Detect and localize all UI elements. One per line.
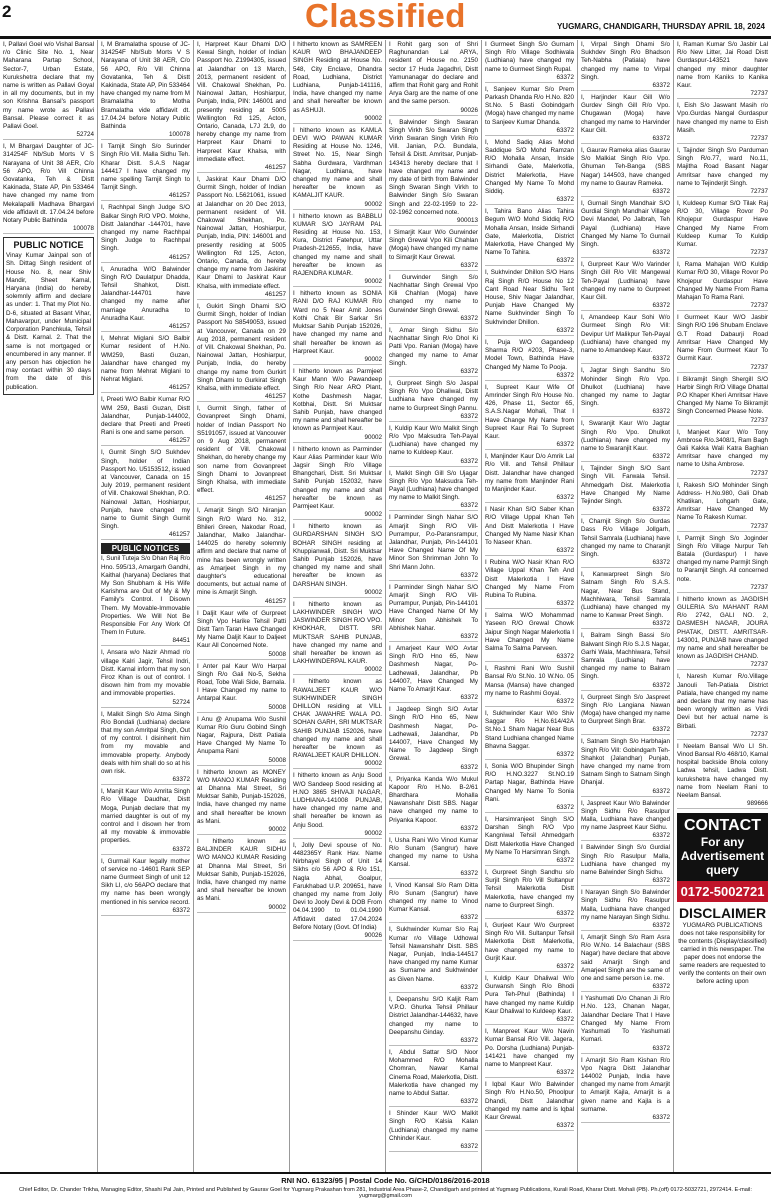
ad-reference-number: 72737: [677, 470, 768, 479]
disclaimer-text: YUGMARG PUBLICATIONS does not take responsibility for the contents (Display/classified) carried in this newspaper. The paper does not endorse the same readers are requested to verify the contents on their own before acting upon: [678, 922, 767, 986]
ad-reference-number: 461257: [101, 384, 190, 393]
classified-ad: I, Jolly Devi spouse of No. 4482365Y Rank Hav. Name Nirbhayel Singh of Unit 14 Sikhs c/o 56 APO & R/o 151, Nagla Abhal, Goalpur, Farukhabad U.P. 209651, have changed my name from Jolly Devi to Jooly Devi & DOB From 04.04.1990 to 01.04.1990 Affidavit dated 17.04.2024 Before Notary (Govt. Of India): [293, 841, 382, 931]
classified-ad: I hitherto known as MONEY W/O MANOJ KUMAR Residing at Dhanna Mal Street, Sri Muktsar Sahib, Punjab-152026, India, have changed my name and shall hereafter be known as Mani.: [197, 768, 286, 825]
column-3: [194, 40, 290, 1172]
classified-ad: I Salma W/O Mohammad Yaseen R/O Grewal Chowk Jaipur Singh Nagar Malerkotla I Have Changed My Name Salma To Salma Parveen.: [485, 612, 574, 652]
ad-reference-number: 63372: [581, 249, 670, 258]
ad-reference-number: 90002: [293, 115, 382, 124]
classified-ad: I, Sukhwinder Kaur W/o Shiv Saggar R/o H.No.614/42A St.No.1 Sham Nagar Near Bus Stand Ludhiana changed Name Bhavna Saggar.: [485, 710, 574, 750]
ad-reference-number: 63372: [389, 458, 478, 467]
ad-reference-number: 90002: [293, 666, 382, 675]
classified-ad: I, Eish S/o Jaswant Masih r/o Vpo.Gurdas Nangal Gurdaspur have changed my name to Eish Masih.: [677, 102, 768, 134]
classified-ad: I, Tajinder Singh S/o Parduman Singh R/o.77, ward No.11, Majitha Road Basant Nagar Amritsar have changed my name to Tejinderjit Singh.: [677, 147, 768, 187]
ad-reference-number: 63372: [485, 600, 574, 609]
classified-ad: I, Vinod Kansal S/o Ram Ditta R/o Sunam (Sangrur) have changed my name to Vinod Kumar Kansal.: [389, 881, 478, 914]
ad-reference-number: 90002: [293, 830, 382, 839]
ad-reference-number: 90026: [293, 932, 382, 941]
classified-ad: I hitherto known as Parminder Kaur Alias Parminder kaur W/o Jagsir Singh R/o Village Bhangchari, Distt. Sri Muktsar Sahib Punjab 152032, have changed my name and shall hereafter be known as Parmjeet Kaur.: [293, 445, 382, 510]
public-notice-box: [3, 237, 94, 394]
classified-ad: I, Jagtar Singh Sandhu S/o Mohinder Singh R/o Vpo. Dhulkot (Ludhiana) have changed my name to Jagtar Singh.: [581, 367, 670, 408]
ad-reference-number: 461257: [101, 323, 190, 332]
classified-ad: I, Balwinder Singh Swaran Singh Virkh S/o Swaran Singh Virkh Swaran Singh Virkh R/o Vill. Janian, P.O. Bundala, Tehsil & Distt. Amritsar, Punjab-143413 hereby declare that I have changed my name and my date of birth from Balwinder Singh Swaran Singh Virkh to Balwinder Singh S/o Swaran Singh and 22-02-1959 to 22-02-1962 concerned note.: [389, 118, 478, 216]
ad-reference-number: 63372: [485, 1016, 574, 1025]
classified-ad: I Simarjit Kaur W/o Gurwinder Singh Grewal Vpo Kili Chahlan (Moga) have changed my name to Simarjit Kaur Grewal.: [389, 229, 478, 261]
classified-ad: I, Pallavi Goel w/o Vishal Bansal r/o Clinic Site No. 1, Near Maharana Partap School, Sector-7, Urban Estate, Kurukshetra declare that my name is written as Pallavi Goyal in all my documents, but in my son Krishna Bansal's passport my name wrote as Pallavi Bansal. Please correct it as Pallavi Goel.: [3, 41, 94, 131]
ad-reference-number: 50008: [197, 757, 286, 766]
page-footer: [0, 1172, 771, 1202]
classified-ad: I hitherto known as JAGDISH GULERIA S/o MAHANT RAM R/o 2742, GALI NO. 2, DASMESH NAGAR, JOURA PHATAK, DISTT. AMRITSAR-143001, PUNJAB have changed my name and shall hereafter be known as JAGDISH CHAND.: [677, 595, 768, 661]
classified-ad: I Nasir Khan S/O Saber Khan R/O Village Uppal Khan Teh And Distt Malerkotla I Have Changed My Name Nasir Khan To Naseer Khan.: [485, 506, 574, 546]
classified-ad: I Gurmeet Kaur W/O Jasbir Singh R/O 196 Shubam Enclave G.T Road Dabaurji Road Amritsar Have Changed My Name From Gurmeet Kaur To Gurmit Kaur.: [677, 314, 768, 363]
ad-reference-number: 461257: [197, 598, 286, 607]
ad-reference-number: 50008: [197, 704, 286, 713]
classified-ad: I Tarnjit Singh S/o Surinder Singh R/o Vill. Malla Sidhu Teh. Kharar Distt. S.A.S Nagar 144417 I have changed my name spelling Tarnjit Singh to Tarnjit Singh.: [101, 143, 190, 192]
classified-ad: I Anu @ Anupama W/o Sushil Kumar R/o Guru Gobind Singh Nagar, Rajpura, Distt Patiala Have Changed My Name To Anupama Rani: [197, 715, 286, 756]
ad-reference-number: 90002: [293, 760, 382, 769]
classified-ad: I, Puja W/O Gagandeep Sharma R/O #203, Phase-3, Model Town, Bathinda Have Changed My Name To Pooja.: [485, 338, 574, 371]
ad-reference-number: 63372: [389, 633, 478, 642]
classified-ad: I Daljit Kaur wife of Gurpreet Singh Vpo Harike Tehsil Patti Distt Tarn Taran Have Changed My Name Daljit Kaur to Daljeet Kaur All Concerned Note.: [197, 609, 286, 650]
ad-reference-number: 63372: [581, 506, 670, 515]
ad-reference-number: 63372: [389, 1037, 478, 1046]
classified-ad: I, Charnjit Singh S/o Gurdas Dass R/o Village Jollgarh, Tehsil Samrala (Ludhiana) have changed my name to Charanjit Singh.: [581, 518, 670, 558]
classified-ad: I, Jaspreet Kaur W/o Balwinder Singh Sidhu R/o Rasulpur Malla, Ludhiana have changed my name Jaspreet Kaur Sidhu.: [581, 799, 670, 832]
classified-ad: I, Kuldip Kaur Dhaliwal W/o Gurwansh Singh R/o Bhodi Pura Teh-Phul (Bathinda) I have changed my name Kuldip Kaur Dhaliwal to Kuldeep Kaur.: [485, 975, 574, 1015]
classified-ad: I Jagdeep Singh S/O Avtar Singh R/O Hno 65, New Dashmesh Nagar, Po-Ladhewali, Jalandhar, Pb 144007, Have Changed My Name To Jagdeep Singh Grewal.: [389, 706, 478, 763]
classified-ad: I, Naresh Kumar R/o.Village Janouli Teh-Patiala District Patiala, have changed my name and declare that my name has been wrongly written as Virdi Devi but her actual name is Birbati.: [677, 673, 768, 730]
contact-box: [677, 813, 768, 881]
classified-ad: I, Kanwarpreet Singh S/o Satnam Singh R/o S.A.S. Nagar, Near Bus Stand, Machhiwara, Tehsil Samrala (Ludhiana) have changed my name to Kanwar Preet Singh.: [581, 571, 670, 620]
column-8: [674, 40, 771, 1172]
ad-reference-number: 63372: [485, 547, 574, 556]
ad-reference-number: 72737: [677, 523, 768, 532]
ad-reference-number: 63372: [581, 408, 670, 417]
ad-reference-number: 72737: [677, 302, 768, 311]
classified-ad: I hitherto known as BALJINDER KAUR SIDHU W/O MANOJ KUMAR Residing at Dhanna Mal Street, Sri Muktsar Sahib, Punjab-152026, India, have changed my name and shall hereafter be known as Mani.: [197, 838, 286, 903]
classified-ad: I Yashumati D/o Chanan Ji R/o H.No. 123, Chanan Nagar, Jalandhar Declare That I Have Changed My Name From Yashumati To Yashumati Kumari.: [581, 995, 670, 1044]
classified-ad: I, Anuradha W/O Balwinder Singh R/O Daulatpur Dhadda, Tehsil Shahkot, Distt. Jalandhar-144701 have changed my name after marriage Anuradha to Anuradha Kaur.: [101, 265, 190, 322]
classified-ad: I, Sukhwinder Kumar S/o Raj Kumar r/o Village Udhowal Tehsil Nawanshahr Distt. SBS Nagar, Punjab, India-144517 have changed my name Kumar as Surname and Sukhwinder as Given Name.: [389, 926, 478, 983]
ad-reference-number: 63372: [485, 910, 574, 919]
ad-reference-number: 90002: [197, 904, 286, 913]
classified-ad: I, M Bramalatha spouse of JC-314254F Nb/Sub Morts V S Narayana of Unit 38 AER, C/o 56 APO, R/o Vill Chinna Govatanka, Teh & Distt Kakinada, State AP, Pin 533464 have changed my name from M Bramalatha to Motha Bramalatha vide affidavit dt. 17.04.24 before Notary Public Bathinda: [101, 41, 190, 131]
classified-ad: I, Amarjit Singh S/o Ram Asra R/o W.No. 14 Balachaur (SBS Nagar) have declare that above said Amarjit Singh and Amarjeet Singh are the same of one and same person i.e. me.: [581, 934, 670, 983]
ad-reference-number: 100078: [3, 225, 94, 234]
ad-reference-number: 461257: [197, 495, 286, 504]
classified-ad: I, Gurmit Singh, father of Govanpreet Singh Dhami, holder of Indian Passport No S5191057, issued at Vancouver on 9 Aug 2018, permanent resident of Vill. Chakowal Shekhan, do hereby change my son name from Govanpreet Singh Dhami to Jovanpreet Singh Khalsa, with immediate effect.: [197, 405, 286, 495]
ad-reference-number: 84451: [101, 637, 190, 646]
ad-reference-number: 63372: [485, 494, 574, 503]
ad-reference-number: 90002: [293, 278, 382, 287]
classified-ad: I hitherto known as SAMREEN KAUR W/O BHAJANDEEP SINGH Residing at House No. 548, City Enclave, Dhandra Road, Ludhiana, District Ludhiana, Punjab-141116, India, have changed my name and shall hereafter be known as ASHUJI.: [293, 41, 382, 114]
classified-ad: I, Amandeep Kaur Sohi W/o Gurmeet Singh R/o Vill: Devipur Urf Malikpur Teh-Payal (Ludhiana) have changed my name to Amandeep Kaur.: [581, 314, 670, 355]
ad-reference-number: 63372: [581, 188, 670, 197]
ad-reference-number: 63372: [581, 1114, 670, 1123]
ad-reference-number: 63372: [485, 698, 574, 707]
public-notice-text: Vinay Kumar Jainpal son of Sh. Dittag Singh resident of House No. 8, near Shiv Mandir, Sheet Kamal, Haryana (India) do hereby solemnly affirm and declare as under: 1. That my Plot No. D-6, situated at Basant Vihar, Mahavarpur, under Municipal Corporation Panchkula, Tehsil & Distt. Karnal. 2. That the same is not mortgaged or encumbered in any manner. If any person has objection he may contact within 30 days from the date of this publication.: [6, 252, 91, 391]
classified-columns: [0, 40, 771, 1172]
classified-ad: I, Supreet Kaur Wife Of Amrinder Singh R/o House No. 426, Phase 11, Sector 65, S.A.S.Nagar Mohali, That I Have Change My Name from Supreet Kaur Rai To Supreet Kaur.: [485, 383, 574, 440]
classified-ad: I, Sanjeev Kumar S/o Prem Parkash Dhanda R/o H.No. 820 St.No. 5 Basti Gobindgarh (Moga) have changed my name to Sanjeev Kumar Dhanda.: [485, 85, 574, 126]
ad-reference-number: 63372: [581, 726, 670, 735]
column-1: [0, 40, 98, 1172]
classified-ad: I, Harpreet Kaur Dhami D/O Kewal Singh, holder of Indian Passport No. Z1994305, issued at Jalandhar on 13 March, 2013, permanent resident of Vill. Chakowal Shekhan, Po. Nainowal Jattan, Hoshiarpur, Punjab, India, PIN: 146001 and presently residing at 5005 Wellington Rd 125, Acton, Ontario, Canada, L7J 2L9, do hereby change my name from Harpreet Kaur Dhami to Harpreet Kaur Khalsa, with immediate effect.: [197, 41, 286, 163]
classified-ad: I, Manjinder Kaur D/o Amrik Lal R/o Vill. and Tehsil Phillaur Distt. Jalandhar have changed my name from Manjinder Rani to Manjinder Kaur.: [485, 453, 574, 493]
classified-ad: I, Malkit Singh S/o Atma Singh R/o Bondali (Ludhiana) declare that my son Amritpal Singh, Out of my control. I disinherit him from my movable and immovable property. Anybody deals with him shall do so at his own risk.: [101, 710, 190, 776]
ad-reference-number: 72737: [677, 364, 768, 373]
classified-ad: I, Sonia W/O Bhupinder Singh R/O H.NO.3227 St.NO.19 Partap Nagar, Bathinda Have Changed My Name To Sonia Rani.: [485, 763, 574, 803]
publisher-credits: Chief Editor, Dr. Chander Trikha, Managing Editor, Shashi Pal Jain, Printed and Published by Gaurav Goel for Yugmarg Prakashan from 281, Industrial Area Phase-2, Chandigarh and printed at Yugmarg Publications, Kurali Road, Kharar Distt. Mohali (PB). Ph.(off) 0172-5032721, 2972414. E-mail: yugmarg@gmail.com: [19, 1187, 752, 1199]
classified-ad: I, Virpal Singh Dhami S/o Sukhdev Singh R/o Bhadson Teh-Nabha (Patiala) have changed my name to Virpal Singh.: [581, 41, 670, 81]
ad-reference-number: 63372: [581, 559, 670, 568]
ad-reference-number: 72737: [677, 417, 768, 426]
classified-ad: I Parminder Singh Nahar S/O Amarjit Singh R/O Vill-Purrampur, Punjab, Pin-144101 Have Changed Name Of My Minor Son Abhishek To Abhishek Nahar.: [389, 583, 478, 632]
ad-reference-number: 63372: [101, 776, 190, 785]
ad-reference-number: 63372: [581, 877, 670, 886]
ad-reference-number: 63372: [581, 788, 670, 797]
ad-reference-number: 63372: [485, 751, 574, 760]
ad-reference-number: 52724: [3, 131, 94, 140]
ad-reference-number: 72737: [677, 661, 768, 670]
classified-ad: I Balwinder Singh S/o Gurdial Singh R/o Rasulpur Malla, Ludhiana have changed my name Balwinder Singh Sidhu.: [581, 844, 670, 877]
ad-reference-number: 63372: [581, 302, 670, 311]
classified-ad: I, Kuldip Kaur W/o Malkit Singh R/o Vpo Maksudra Teh-Payal (Ludhiana) have changed my name to Kuldeep Kaur.: [389, 424, 478, 457]
classified-ad: I Iqbal Kaur W/o Balwinder Singh R/o H.No.50, Phoolpur Dhandi, Distt Jalandhar changed my name and is Iqbal Kaur Grewal.: [485, 1081, 574, 1121]
classified-ad: I, Kuldeep Kumar S/O Tilak Raj R/O 30, Village Rovor Po Khojepur Gurdaspur Have Changed My Name From Kuldeep Kumar To Kuldip Kumar.: [677, 200, 768, 249]
classified-ad: I, Malkit Singh Gill S/o Ujagar Singh R/o Vpo Maksudra Teh-Payal (Ludhiana) have changed my name to Malkit Singh.: [389, 469, 478, 502]
classified-ad: I Neelam Bansal W/o LI Sh. Vinod Bansal R/o 468/10, Kamal hospital backside Bhola colony Ladwa tehsil, Ladwa Distt. kurukshetra have changed my name from Neelam Rani to Neelam Bansal.: [677, 742, 768, 800]
classified-ad: I, Harjinder Kaur Gill W/o Gurdev Singh Gill R/o Vpo. Chugawan (Moga) have changed my name to Harvinder Kaur Gill.: [581, 94, 670, 134]
classified-ad: I Gurwinder Singh S/o Nachhattar Singh Grewal Vpo Kili Chahlan (Moga) have changed my name to Gurwinder Singh Grewal.: [389, 273, 478, 314]
ad-reference-number: 900013: [389, 217, 478, 226]
ad-reference-number: 63372: [485, 653, 574, 662]
classified-ad: I Amarjit S/o Ram Kishan R/o Vpo Nagra Distt Jalandhar 144002 Punjab, India have changed my name from Amarjit to Amarjit Kajla, Amarjit is a given name and Kajla is a surname.: [581, 1056, 670, 1113]
disclaimer-title: DISCLAIMER: [678, 905, 767, 922]
classified-ad: I, Gurpreet Singh S/o Jaspreet Singh R/o Langiana Nawan (Moga) have changed my name to Gurpreet Singh Brar.: [581, 693, 670, 726]
classified-ad: I hitherto known as GURDARSHAN SINGH S/O BOHAR SINGH residing at Khuppianwali, Distt. Sri Muktsar Sahib Punjab 152026, have changed my name and shall hereafter be known as DARSHAN SINGH.: [293, 523, 382, 588]
classified-ad: I, Harsimranjeet Singh S/O Darshan Singh R/O Vpo Kangniwal Tehsil Ahmedgarh Distt Malerkotla Have Changed My Name To Harsimran Singh.: [485, 816, 574, 856]
header-rule: [0, 36, 771, 39]
column-4: [290, 40, 386, 1172]
ad-reference-number: 63372: [581, 983, 670, 992]
ad-reference-number: 63372: [485, 327, 574, 336]
classified-ad: I, Amarjit Singh S/O Niranjan Singh R/O Ward No. 312, Bhileri Green, Nakodar Road, Jalandhar, Malko Jalandhar-144025 do hereby solemnly affirm and declare that name of mine has been wrongly written as Amarjeet Singh in my daughter's educational documents, but actual name of mine is Amarjit Singh.: [197, 507, 286, 597]
page-number: 2: [2, 2, 12, 21]
ad-reference-number: 63372: [485, 196, 574, 205]
ad-reference-number: 63372: [389, 694, 478, 703]
classified-ad: I hitherto known as RAWALJEET KAUR W/O SUKHWINDER SINGH DHILLON residing at VILL CHAK JAWAHRE WALA PO. SOHAN GARH, SRI MUKTSAR SAHIB PUNJAB 152026, have changed my name and shall hereafter be known as RAWALJEET KAUR DHILLON.: [293, 678, 382, 760]
classified-ad: I, Gurnit Singh S/O Sukhdev Singh, holder of Indian Passport No. U5153512, issued at Vancouver, Canada on 15 July 2019, permanent resident of Vill. Chakowal Shekhan, P.O. Nainowal Jattan, Hoshiarpur, Punjab, have changed my name to Gurnit Singh Gurnit Singh.: [101, 449, 190, 531]
page-header: [0, 0, 771, 40]
ad-reference-number: 63372: [581, 832, 670, 841]
column-7: [578, 40, 674, 1172]
ad-reference-number: 989666: [677, 800, 768, 809]
classified-ad: I Anter pal Kaur W/o Harpal Singh R/o Gali No-5, Sekha Road, Tobe Wali Side, Barnala. I Have Changed my name to Antarpal Kaur.: [197, 662, 286, 703]
classified-ad: I, Balram Singh Bassi S/o Balwant Singh R/o S.J.S Nagar, Garhi Wala, Machhiwara, Tehsil Samrala (Ludhiana) have changed my name to Balram Singh.: [581, 632, 670, 681]
public-notice-title: PUBLIC NOTICE: [13, 240, 84, 251]
ad-reference-number: 72737: [677, 188, 768, 197]
classified-ad: I, Rachhpal Singh Judge S/O Balkar Singh R/O VPO. Mokhe, Distt Jalandhar -144701, have changed my name Rachhpal Singh Judge to Rachhpal Singh.: [101, 204, 190, 253]
classified-ad: I, Rashmi Rani W/o Sushil Bansal R/o St.No. 10 W.No. 05 Mansa (Mansa) have changed my name to Rashmi Goyal.: [485, 665, 574, 697]
ad-reference-number: 50008: [197, 651, 286, 660]
classified-ad: I, M Bhargavi Daughter of JC-314254F Nb/Sub Morts V S Narayana of Unit 38 AER, C/o 56 APO, R/o Vill Chinna Govatanka, Teh & Distt Kakinada, State AP, Pin 533464 have changed my name from Mekalapalli Madhava Bhargavi vide affidavit dt. 17.04.24 before Notary Public Bathinda: [3, 143, 94, 225]
classified-ad: I, Gurjeet Kaur W/o Gurpreet Singh R/o Vill. Sultanpur Tehsil Malerkotla Distt Malerkotla, have changed my name to Gurjit Kaur.: [485, 922, 574, 962]
classified-ad: I, Deepanshu S/O Kaljit Ram V.P.O. Ghurka Tehsil Phillaur District Jalandhar-144632, have changed my name to Deepanshu Ginday.: [389, 995, 478, 1036]
classified-ad: I, Priyanka Kanda W/o Mukul Kapoor R/o H.No. B-2/61 Bhardhara Mohalla Nawanshahr Distt SBS. Nagar have changed my name to Priyanka Kapoor.: [389, 775, 478, 824]
classified-ad: I hitherto known as SONIA RANI D/O RAJ KUMAR R/o Ward no 5 Near Amit Jones Kothi Chak Bir Sarkar Sri Muktsar Sahib Punjab 152026, have changed my name and shall hereafter be known as Harpreet Kaur.: [293, 290, 382, 355]
ad-reference-number: 63372: [485, 127, 574, 136]
ad-reference-number: 63372: [581, 682, 670, 691]
ad-reference-number: 63372: [389, 1143, 478, 1152]
classified-ad: I, Ansara w/o Nazir Ahmad r/o village Kalri Jagir, Tehsil Indri, Distt. Karnal inform that my son Firoz Khan is out of control. I disown him from my movable and immovable properties.: [101, 649, 190, 698]
ad-reference-number: 63372: [581, 82, 670, 91]
ad-reference-number: 63372: [389, 262, 478, 271]
ad-reference-number: 90002: [197, 826, 286, 835]
ad-reference-number: 90002: [293, 589, 382, 598]
classified-ad: I hitherto known as BABBLU KUMAR S/O JAYRAM PAL Residing at House No. 153, Kura, District Fatehpur, Uttar Pradesh-212655, India, have changed my name and shall hereafter be known as RAJENDRA KUMAR.: [293, 212, 382, 278]
ad-reference-number: 63372: [389, 870, 478, 879]
ad-reference-number: 63372: [581, 453, 670, 462]
column-5: [386, 40, 482, 1172]
ad-reference-number: 63372: [485, 1069, 574, 1078]
ad-reference-number: 63372: [389, 825, 478, 834]
ad-reference-number: 72737: [677, 584, 768, 593]
classified-ad: I Rohit garg son of Shri Raghunandan Lal ARYA, resident of House no. 2150 sector 17 Huda Jagadhri, Distt Yamunanagar do declare and affirm that Rohit garg and Rohit Arya Garg are the name of one and the same person.: [389, 41, 478, 106]
ad-reference-number: 72737: [677, 249, 768, 258]
classified-ad: I, Jaskirat Kaur Dhami D/O Gurmit Singh, holder of Indian Passport No. L5621061, issued at Jalandhar on 20 Dec 2013, permanent resident of Vill. Chakowal Shekhan, Po. Nainowal Jattan, Hoshiarpur, Punjab, India, PIN: 146001 and presently residing at 5005 Wellington Rd 125, Acton, Ontario, Canada, do hereby change my name from Jaskirat Kaur Dhami to Jaskirat Kaur Khalsa, with immediate effect.: [197, 176, 286, 290]
ad-reference-number: 461257: [197, 164, 286, 173]
contact-subheading: For any Advertisement query: [680, 835, 765, 878]
classified-ad: I, Tahira Bano Alias Tahira Begum W/O Mohd Siddiq R/O Mohalla Ansan, Inside Sirhandi Gate, Malerkotla, District Malerkotla, Have Changed My Name To Tahira.: [485, 208, 574, 257]
classified-ad: I, Gaurav Rameka alias Gaurav S/o Malkiat Singh R/o Vpo. Ghuman Teh-Banga (SBS Nagar) 144503, have changed my name to Gaurav Rameka.: [581, 147, 670, 187]
classified-ad: I, Tajinder Singh S/O Sant Singh Vill. Farwala Tehsil. Ahmedgarh Dist. Malerkotla Have Changed My Name Tejinder Singh.: [581, 465, 670, 505]
classified-ad: I, Parmjit Singh S/o Joginder Singh R/o Village Nurpur Teh Batala (Gurdaspur) I have changed my name Parmjit Singh to Paramjit Singh. All concerned note.: [677, 534, 769, 583]
ad-reference-number: 63372: [389, 1098, 478, 1107]
column-2: [98, 40, 194, 1172]
classified-ad: I, Preeti W/O Balbir Kumar R/O WM 259, Basti Guzan, Distt Jalandhar, Punjab-144002, declare that Preeti and Preeti Rani is one and same person.: [101, 396, 190, 437]
classified-ad: I, Rakesh S/O Mohinder Singh Address- H.No.980, Gali Dhab Khatikan, Lohgarh Gate, Amritsar Have Changed My Name To Rakesh Kumar.: [677, 481, 768, 522]
ad-reference-number: 63372: [389, 914, 478, 923]
classified-ad: I, Manpreet Kaur W/o Navin Kumar Bansal R/o Vill. Jagera, Po. Dorsha (Ludhiana) Punjab-141421 have changed my name to Manpreet Kaur.: [485, 1028, 574, 1068]
ad-reference-number: 63372: [389, 413, 478, 422]
classified-ad: I Shinder Kaur W/O Malkit Singh R/O Kalsia Kalan (Ludhiana) changed my name Chhinder Kaur.: [389, 1110, 478, 1142]
ad-reference-number: 63372: [581, 620, 670, 629]
ad-reference-number: 90026: [389, 107, 478, 116]
classified-ad: I, Amar Singh Sidhu S/o Nachhattar Singh R/o Dhol Ki Patti Vpo. Ranian (Moga) have changed my name to Amar Singh.: [389, 326, 478, 367]
ad-reference-number: 461257: [197, 393, 286, 402]
classified-ad: I hitherto known as KAMLA DEVI W/O PAWAN KUMAR Residing at House No. 1246, Street No. 15, Near Singh Sabha Gurdwara, Vardhman Nagar, Ludhiana, have changed my name and shall hereafter be known as KAMALJIT KAUR.: [293, 126, 382, 200]
classified-ad: I Amarjeet Kaur W/O Avtar Singh R/O Hno 65, New Dashmesh Nagar, Po-Ladhewali, Jalandhar, Pb 144007, Have Changed My Name To Amarjit Kaur.: [389, 644, 478, 693]
ad-reference-number: 461257: [197, 291, 286, 300]
classified-ad: I, Rama Mahajan W/O Kuldip Kumar R/O 30, Village Rovor Po Khojepur Gurdaspur Have Changed My Name From Rama Mahajan To Rama Rani.: [677, 261, 768, 302]
classified-ad: I Rubina W/O Nasir Khan R/O Village Uppal Khan Teh And Distt Malerkotla I Have Changed My Name From Rubina To Rubina.: [485, 559, 574, 599]
classified-ad: I, Manjeet Kaur W/o Tony Ambrose R/o.3408/1, Ram Bagh Gali Kakka Wali Katra Baghian Amritsar have changed my name to Usha Ambrose.: [677, 428, 769, 469]
ad-reference-number: 461257: [101, 254, 190, 263]
classified-ad: I, Satnam Singh S/o Harbhajan Singh R/o Vill: Gobindgarh Teh-Shahkot (Jalandhar) Punjab, have changed my name from Satnam Singh to Satnam Singh Dhanjal.: [581, 738, 670, 787]
ad-reference-number: 63372: [389, 984, 478, 993]
classified-ad: I, Sunil Tuteja S/o Dhan Raj R/o Hno. 595/13, Amargarh Gandhi, Kaithal (haryana) Declares that My Son Shubham & His Wife Karishma are Out of My & My Family's Control. I Disown Them. My Movable-Immovable Properties. We Will Not Be Responsible For Any Work Of Them In Future.: [101, 555, 190, 637]
ad-reference-number: 461257: [101, 192, 190, 201]
classified-ad: I hitherto known as Anju Sood W/O Sandeep Sood residing at H.NO 3865 SHIVAJI NAGAR, LUDHIANA-141008 PUNJAB, have changed my name and shall hereafter be known as Anju Sood.: [293, 772, 382, 829]
ad-reference-number: 63372: [485, 372, 574, 381]
ad-reference-number: 63372: [485, 804, 574, 813]
classified-ad: I, Swaranjit Kaur W/o Jagtar Singh R/o Vpo. Dhulkot (Ludhiana) have changed my name to Swaranjit Kaur.: [581, 420, 670, 452]
ad-reference-number: 63372: [581, 355, 670, 364]
ad-reference-number: 461257: [101, 437, 190, 446]
classified-ad: I, Raman Kumar S/o Jasbir Lal R/o New Litter, Jai Road Distt Gurdaspur-143521 have changed my minor daughter name from Kaniks to Kanika Kaur.: [677, 41, 768, 90]
classified-ad: I, Abdul Sattar S/O Noor Mohammed R/O Mohalla Chomran, Nawar Kamal Cinema Road, Malerkotla, Distt. Malerkotla have changed my name to Abdul Sattar.: [389, 1048, 478, 1097]
ad-reference-number: 63372: [101, 846, 190, 855]
ad-reference-number: 63372: [485, 857, 574, 866]
classified-ad: I, Usha Rani W/o Vinod Kumar R/o Sunam (Sangrur) have changed my name to Usha Kansal.: [389, 836, 478, 869]
ad-reference-number: 461257: [101, 531, 190, 540]
classified-ad: I, Gurpreet Singh Sandhu s/o Surjit Singh R/o Vill Sultanpur Tehsil Malerkotla Distt Malerkotla, have changed my name to Gurpreet Singh.: [485, 869, 574, 909]
dateline: YUGMARG, CHANDIGARH, THURSDAY APRIL 18, 2024: [556, 22, 765, 31]
ad-reference-number: 72737: [677, 731, 768, 740]
classified-ad: I hitherto known as LAKHWINDER SINGH W/O JASWINDER SINGH R/O VPO. KHOKHAR, DISTT. SRI MUKTSAR SAHIB PUNJAB, have changed my name and shall hereafter be known as LAKHWINDERPAL KAUR.: [293, 600, 382, 666]
classified-ad: I Parminder Singh Nahar S/O Amarjit Singh R/O Vill-Purrampur, P.o-Paransrampur, Jalandhar, Punjab, Pin-144101 Have Changed Name Of My Minor Son Shrimman John To Shri Mann John.: [389, 514, 478, 571]
contact-phone: 0172-5002721: [677, 881, 768, 902]
ad-reference-number: 63372: [389, 315, 478, 324]
contact-heading: CONTACT: [683, 817, 762, 835]
ad-reference-number: 52724: [101, 699, 190, 708]
classified-ad: I, Gurmail Kaur legally mother of service no -14601 Rank SEP name Gurmeet Singh of unit 12 Sikh LI, c/o 56APO declare that my name has been wrongly mentioned in his service record.: [101, 857, 190, 906]
classified-ad: I Bikramjit Singh Shergill S/O Harbir Singh R/O Village Dhattal P.O Khaper Kheri Amritsar Have Changed My Name To Bikramjit Singh Concerned Please Note.: [677, 375, 768, 416]
ad-reference-number: 90002: [293, 434, 382, 443]
classified-ad: I, Gukirt Singh Dhami S/O Gurmit Singh, holder of Indian Passport No S8549053, issued at Vancouver, Canada on 29 Aug 2018, permanent resident of Vill. Chakowal Shekhan, Po. Nainowal Jattan, Hoshiarpur, Punjab, India, do hereby change my name from Gurkirt Singh Dhami to Gurkirat Singh Khalsa, with immediate effect.: [197, 302, 286, 392]
classified-ad: I Gurmeet Singh S/o Gurnam Singh R/o Village Sodhiwala (Ludhiana) have changed my name to Gurmeet Singh Rupal.: [485, 41, 574, 73]
classified-ad: I, Gurpreet Singh S/o Jaspal Singh R/o Vpo Dhaliwal, Distt Ludhiana have changed my name to Gurpreet Singh Pannu.: [389, 379, 478, 412]
ad-reference-number: 72737: [677, 135, 768, 144]
ad-reference-number: 100078: [101, 131, 190, 140]
ad-reference-number: 63372: [389, 764, 478, 773]
ad-reference-number: 63372: [581, 922, 670, 931]
ad-reference-number: 63372: [389, 572, 478, 581]
ad-reference-number: 63372: [581, 1045, 670, 1054]
ad-reference-number: 63372: [485, 963, 574, 972]
classified-ad: I, Sukhvinder Dhillon S/O Hans Raj Singh R/O House No 12 Cant Road Near Sidhu Tent House, Shiv Nagar Jalandhar, Punjab Have Changed My Name Sukhvinder Singh To Sukhvinder Dhillon.: [485, 269, 574, 326]
rni-line: RNI NO. 61323/95 | Postal Code No. G/CHD/0186/2016-2018: [281, 1176, 490, 1185]
ad-reference-number: 72737: [677, 90, 768, 99]
classified-ad: I, Gurnail Singh Mandhair S/O Gurdial Singh Mandhair Village Devi Mandel, Po Jalbrah, Teh Payal (Ludhiana) Have Changed My Name To Gurnail Singh.: [581, 200, 670, 249]
ad-reference-number: 90002: [293, 356, 382, 365]
ad-reference-number: 63372: [101, 907, 190, 916]
ad-reference-number: 63372: [485, 1122, 574, 1131]
classified-ad: I Narayan Singh S/o Balwinder Singh Sidhu R/o Rasulpur Malla, Ludhiana have changed my name Narayan Singh Sidhu.: [581, 889, 670, 921]
classified-ad: I hitherto known as Parmjeet Kaur Mann W/o Pawandeep Singh R/o Near ARO Plant, Kothe Dashmesh Nagar, Kotbhai, Distt. Sri Muktsar Sahib Punjab, have changed my name and shall hereafter be known as Parmjeet Kaur.: [293, 367, 382, 433]
ad-reference-number: 63372: [389, 368, 478, 377]
column-6: [482, 40, 578, 1172]
classified-ad: I, Gurpreet Kaur W/o Varinder Singh Gill R/o Vill: Mangewal Teh-Payal (Ludhiana) have changed my name to Gurpreet Kaur Gill.: [581, 261, 670, 302]
ad-reference-number: 90002: [293, 511, 382, 520]
classified-ad: I, Mehrat Miglani S/O Balbir Kumar resident of H.No. WM259, Basti Guzan, Jalandhar have changed my name from Mehrat Miglani to Nehrat Miglani.: [101, 335, 190, 384]
ad-reference-number: 63372: [485, 441, 574, 450]
ad-reference-number: 90002: [293, 201, 382, 210]
ad-reference-number: 63372: [389, 502, 478, 511]
ad-reference-number: 63372: [485, 74, 574, 83]
public-notices-heading: PUBLIC NOTICES: [101, 543, 190, 554]
classified-ad: I, Mohd Sadiq Alias Mohd Saddique S/O Mohd Ramzan R/O Mohalla Ansan, Inside Sirhandi Gate, Malerkotla, District Malerkotla, Have Changed My Name To Mohd Siddiq.: [485, 138, 574, 196]
ad-reference-number: 63372: [485, 257, 574, 266]
section-title: Classified: [305, 0, 466, 34]
ad-reference-number: 63372: [581, 135, 670, 144]
classified-ad: I, Manjit Kaur W/o Amrita Singh R/o Village Daudhar, Distt Moga, Punjab declare that my married daughter is out of my control and I disown her from all my movable & immovable properties.: [101, 788, 190, 845]
